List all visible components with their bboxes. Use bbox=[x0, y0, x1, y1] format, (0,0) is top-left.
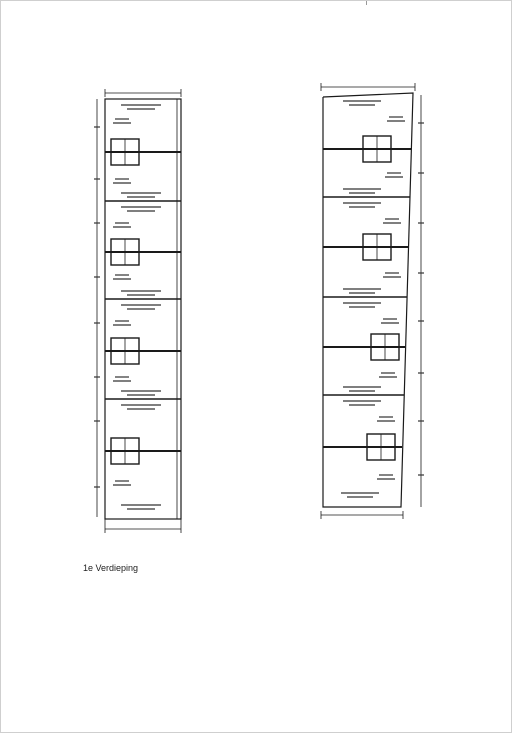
left-core-3 bbox=[105, 338, 181, 364]
right-core-3 bbox=[323, 334, 405, 360]
floor-plan-drawing bbox=[1, 1, 511, 561]
floor-plan-left bbox=[94, 89, 181, 533]
right-core-2 bbox=[323, 234, 408, 260]
left-core-4 bbox=[105, 438, 181, 464]
floor-caption: 1e Verdieping bbox=[83, 563, 139, 573]
floor-plan-right bbox=[321, 83, 424, 519]
left-core-1 bbox=[105, 139, 181, 165]
left-core-2 bbox=[105, 239, 181, 265]
right-core-1 bbox=[323, 136, 411, 162]
right-core-4 bbox=[323, 434, 402, 460]
